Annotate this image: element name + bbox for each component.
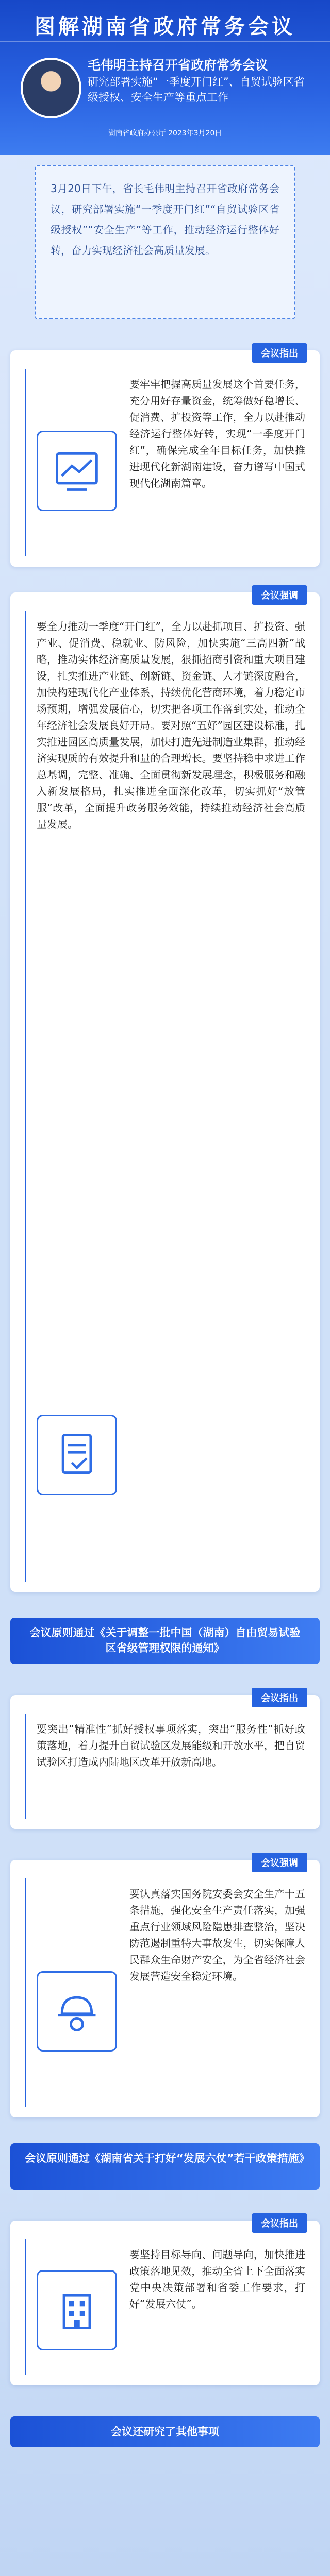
- card-text: 要突出“精准性”抓好授权事项落实，突出“服务性”抓好政策落地，着力提升自贸试验区发展能级和开放水平，把自贸试验区打造成内陆地区改革开放新高地。: [37, 1723, 305, 1768]
- card-text: 要牢牢把握高质量发展这个首要任务，充分用好存量资金，统筹做好稳增长、促消费、扩投资等工作，全力以赴推动经济运行整体好转，实现“一季度开门红”，确保完成全年目标任务，加快推进现代化新湖南建设，奋力谱写中国式现代化湖南篇章。: [129, 378, 305, 489]
- card-body: [25, 1714, 305, 1819]
- page-title: 图解湖南省政府常务会议: [35, 15, 295, 39]
- intro-text: 3月20日下午，省长毛伟明主持召开省政府常务会议，研究部署实施“一季度开门红”“自贸试验区省级授权”“安全生产”等工作，推动经济运行整体好转，奋力实现经济社会高质量发展。: [51, 182, 279, 257]
- source-text: 湖南省政府办公厅 2023年3月20日: [108, 129, 222, 138]
- divider: [0, 41, 330, 42]
- worker-helmet-icon: [37, 1971, 117, 2052]
- headline: 毛伟明主持召开省政府常务会议: [88, 58, 269, 73]
- section-tag: 会议强调: [252, 1853, 307, 1872]
- section-tag: 会议强调: [252, 585, 307, 605]
- card-meeting-emphasis-2: [10, 1860, 320, 2117]
- card-body: [25, 611, 305, 1582]
- chart-line-icon: [37, 431, 117, 511]
- header-banner: [0, 0, 330, 155]
- card-text: 要坚持目标导向、问题导向，加快推进政策落地见效，推动全省上下全面落实党中央决策部署和省委工作要求，打好“发展六仗”。: [129, 2248, 305, 2310]
- section-tag: 会议指出: [252, 343, 307, 363]
- section-tag: 会议指出: [252, 1688, 307, 1707]
- header-text: [88, 57, 315, 105]
- ribbon-decision-2: 会议原则通过《湖南省关于打好“发展六仗”若干政策措施》: [10, 2143, 320, 2190]
- avatar: [21, 58, 81, 118]
- ribbon-other-matters: 会议还研究了其他事项: [10, 2416, 320, 2447]
- card-body: [25, 369, 305, 556]
- document-check-icon: [37, 1415, 117, 1495]
- section-tag: 会议指出: [252, 2213, 307, 2233]
- intro-box: [35, 165, 295, 319]
- card-body: [25, 2239, 305, 2375]
- building-icon: [37, 2270, 117, 2350]
- card-meeting-emphasis-1: [10, 592, 320, 1592]
- subtitle: 研究部署实施“一季度开门红”、自贸试验区省级授权、安全生产等重点工作: [88, 76, 305, 104]
- card-text: 要认真落实国务院安委会安全生产十五条措施，强化安全生产责任落实，加强重点行业领域风险隐患排查整治，坚决防范遏制重特大事故发生，切实保障人民群众生命财产安全，为全省经济社会发展营造安全稳定环境。: [129, 1888, 305, 1982]
- card-meeting-point-3: [10, 2218, 320, 2385]
- ribbon-decision-1: 会议原则通过《关于调整一批中国（湖南）自由贸易试验区省级管理权限的通知》: [10, 1618, 320, 1664]
- card-body: [25, 1878, 305, 2107]
- card-text: 要全力推动一季度“开门红”，全力以赴抓项目、扩投资、强产业、促消费、稳就业、防风险，加快实施“三高四新”战略，推动实体经济高质量发展，狠抓招商引资和重大项目建设，扎实推进产业链、创新链、资金链、人才链深度融合，加快构建现代化产业体系，持续优化营商环境，着力稳定市场预期，增强发展信心，切实把各项工作落到实处，推动全年经济社会发展良好开局。要对照“五好”园区建设标准，扎实推进园区高质量发展，加快打造先进制造业集群，推动经济实现质的有效提升和量的合理增长。要坚持稳中求进工作总基调，完整、准确、全面贯彻新发展理念，积极服务和融入新发展格局，扎实推进全面深化改革，切实抓好“放管服”改革，全面提升政务服务效能，持续推动经济社会高质量发展。: [37, 620, 305, 831]
- card-meeting-point-1: [10, 350, 320, 567]
- card-meeting-point-2: [10, 1695, 320, 1829]
